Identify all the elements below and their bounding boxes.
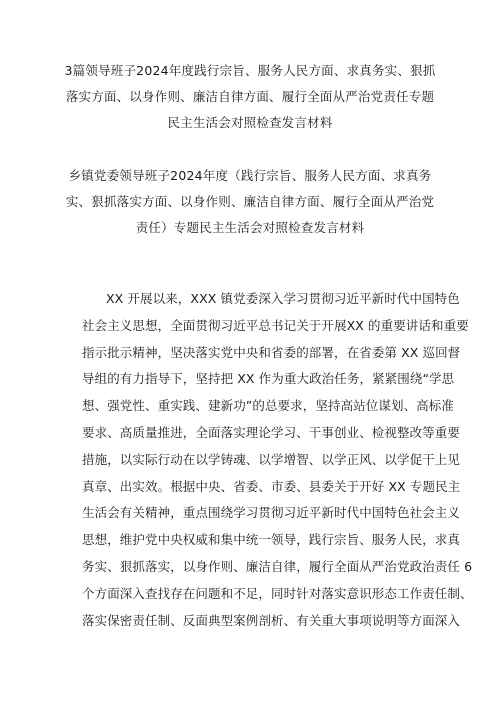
body-line: XX 开展以来，XXX 镇党委深入学习贯彻习近平新时代中国特色: [106, 291, 460, 306]
title-line: 民主生活会对照检查发言材料: [167, 115, 333, 130]
title-line: 乡镇党委领导班子2024年度（践行宗旨、服务人民方面、求真务: [68, 168, 432, 183]
body-line: 生活会有关精神，重点围绕学习贯彻习近平新时代中国特色社会主义: [82, 505, 461, 521]
body-line: 个方面深入查找存在问题和不足，同时针对落实意识形态工作责任制、: [82, 585, 473, 601]
title-line: 落实方面、以身作则、廉洁自律方面、履行全面从严治党责任专题: [65, 89, 435, 104]
document-title-secondary: [60, 163, 440, 241]
body-line: 真章、出实效。根据中央、省委、市委、县委关于开好 XX 专题民主: [82, 478, 461, 494]
body-line: 导组的有力指导下，坚持把 XX 作为重大政治任务，紧紧围绕“学思: [82, 371, 455, 387]
title-line: 实、狠抓落实方面、以身作则、廉洁自律方面、履行全面从严治党: [65, 194, 435, 209]
title-line: 责任）专题民主生活会对照检查发言材料: [135, 220, 365, 235]
document-body-paragraph: [82, 286, 473, 634]
document-title-primary: [60, 58, 440, 136]
body-line: 想、强党性、重实践、建新功”的总要求，坚持高站位谋划、高标准: [82, 398, 454, 414]
body-line: 措施，以实际行动在以学铸魂、以学增智、以学正风、以学促干上见: [82, 451, 461, 467]
body-line: 社会主义思想，全面贯彻习近平总书记关于开展XX 的重要讲话和重要: [82, 317, 469, 333]
body-line: 务实、狠抓落实，以身作则、廉洁自律，履行全面从严治党政治责任 6: [82, 558, 473, 574]
body-line: 指示批示精神，坚决落实党中央和省委的部署，在省委第 XX 巡回督: [82, 344, 461, 360]
body-line: 落实保密责任制、反面典型案例剖析、有关重大事项说明等方面深入: [82, 612, 461, 628]
body-line: 要求、高质量推进，全面落实理论学习、干事创业、检视整改等重要: [82, 424, 461, 440]
title-line: 3篇领导班子2024年度践行宗旨、服务人民方面、求真务实、狠抓: [64, 63, 436, 78]
body-line: 思想，维护党中央权威和集中统一领导，践行宗旨、服务人民，求真: [82, 532, 461, 548]
